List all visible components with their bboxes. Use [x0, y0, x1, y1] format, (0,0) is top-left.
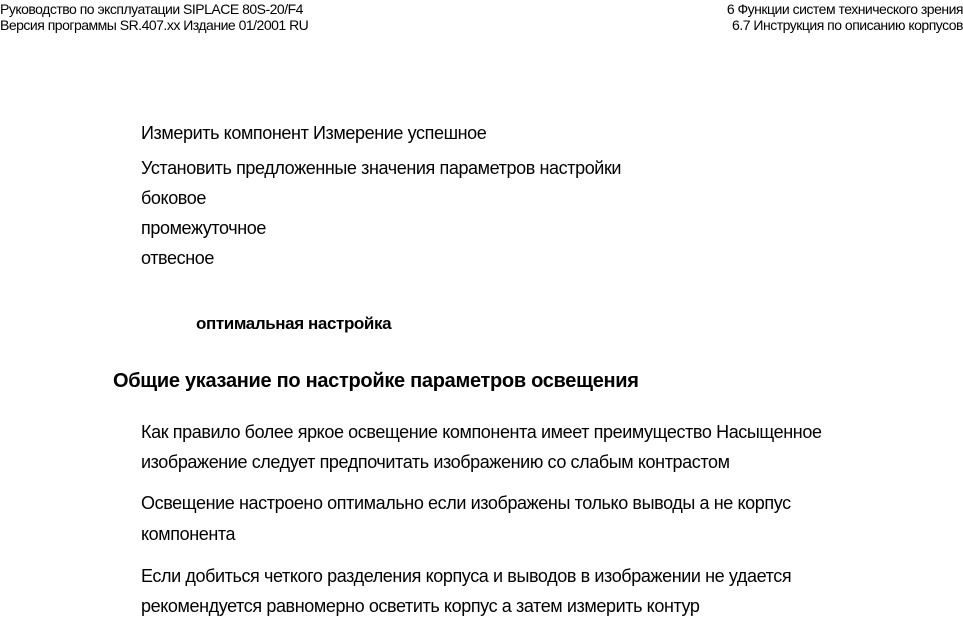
paragraph-3-line-1: Если добиться четкого разделения корпуса и выводов в изображении не удается	[141, 566, 792, 586]
paragraph-1-line-1: Как правило более яркое освещение компонента имеет преимущество Насыщенное	[141, 422, 822, 442]
paragraph-3-line-2: рекомендуется равномерно осветить корпус а затем измерить контур	[141, 596, 700, 616]
measure-component-line: Измерить компонент Измерение успешное	[141, 123, 487, 143]
lighting-intermediate-item: промежуточное	[141, 218, 266, 238]
optimal-setting-label: оптимальная настройка	[196, 314, 392, 333]
lighting-vertical-item: отвесное	[141, 248, 214, 268]
manual-title: Руководство по эксплуатации SIPLACE 80S-20/F4	[0, 1, 303, 17]
lighting-side-item: боковое	[141, 188, 206, 208]
section-title: 6.7 Инструкция по описанию корпусов	[732, 17, 963, 33]
program-version: Версия программы SR.407.xx Издание 01/2001 RU	[0, 17, 309, 33]
section-heading: Общие указание по настройке параметров освещения	[113, 370, 639, 392]
set-values-line: Установить предложенные значения параметров настройки	[141, 158, 622, 178]
paragraph-1-line-2: изображение следует предпочитать изображению со слабым контрастом	[141, 452, 730, 472]
paragraph-2-line-1: Освещение настроено оптимально если изображены только выводы а не корпус	[141, 493, 791, 513]
paragraph-2-line-2: компонента	[141, 524, 236, 544]
chapter-title: 6 Функции систем технического зрения	[726, 1, 963, 17]
